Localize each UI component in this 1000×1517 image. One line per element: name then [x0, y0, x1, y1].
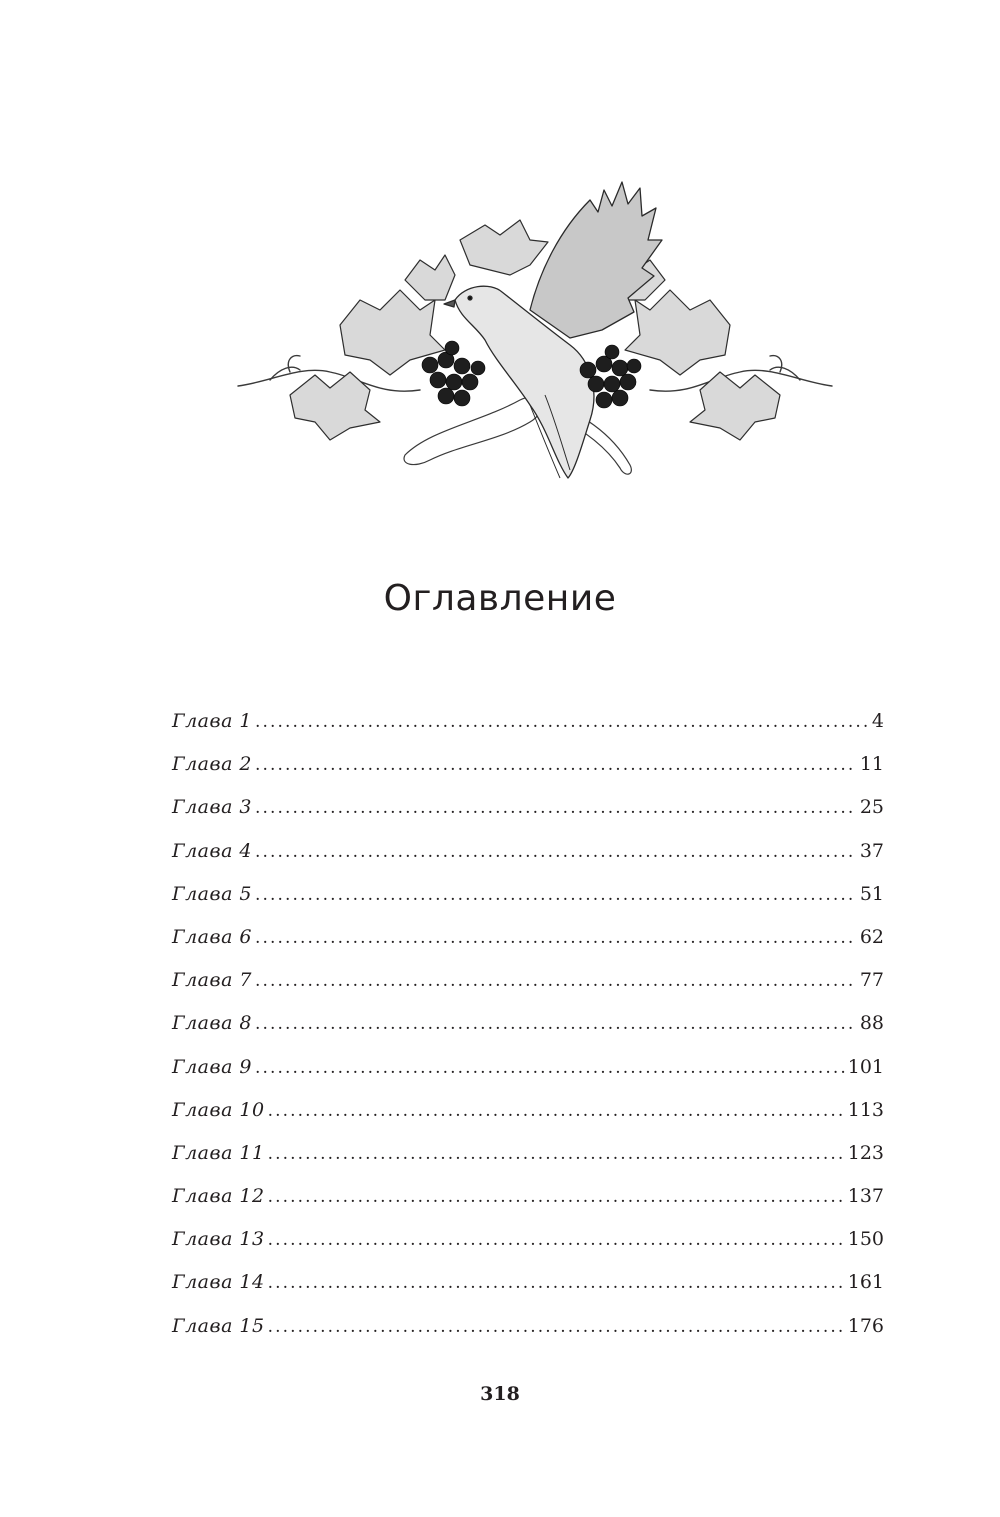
- dove-ornament-icon: [230, 160, 840, 490]
- toc-entry-page: 51: [859, 882, 884, 905]
- dot-leader: [255, 787, 857, 830]
- toc-entry-label: Глава 15: [172, 1314, 265, 1337]
- toc-entry[interactable]: [172, 1046, 884, 1089]
- toc-entry-label: Глава 5: [172, 882, 253, 905]
- toc-entry[interactable]: [172, 786, 884, 829]
- toc-entry-label: Глава 14: [172, 1271, 265, 1294]
- dot-leader: [268, 1262, 845, 1305]
- toc-entry-label: Глава 13: [172, 1228, 265, 1251]
- toc-entry-page: 62: [859, 925, 884, 948]
- toc-entry[interactable]: [172, 916, 884, 959]
- dot-leader: [268, 1133, 845, 1176]
- page-number: 318: [480, 1383, 520, 1405]
- dot-leader: [268, 1090, 845, 1133]
- toc-entry[interactable]: [172, 873, 884, 916]
- dot-leader: [255, 1003, 857, 1046]
- toc-entry-page: 4: [871, 710, 884, 732]
- toc-entry[interactable]: [172, 1175, 884, 1218]
- toc-entry-label: Глава 3: [172, 796, 253, 819]
- dot-leader: [268, 1219, 845, 1262]
- toc-entry[interactable]: [172, 1218, 884, 1261]
- dot-leader: [268, 1176, 845, 1219]
- table-of-contents: [172, 700, 884, 1348]
- toc-entry-page: 176: [847, 1314, 884, 1337]
- toc-entry[interactable]: [172, 700, 884, 743]
- toc-entry-label: Глава 9: [172, 1055, 253, 1078]
- dot-leader: [255, 917, 857, 960]
- dot-leader: [255, 831, 857, 874]
- leaf-left-2: [290, 372, 380, 440]
- page-title: Оглавление: [383, 578, 617, 619]
- leaf-right-1: [625, 290, 730, 375]
- dot-leader: [255, 744, 857, 787]
- toc-entry-label: Глава 2: [172, 753, 253, 776]
- toc-entry-label: Глава 11: [172, 1141, 265, 1164]
- toc-entry[interactable]: [172, 830, 884, 873]
- toc-entry-label: Глава 4: [172, 839, 253, 862]
- dot-leader: [255, 874, 857, 917]
- toc-entry-page: 161: [847, 1271, 884, 1294]
- dot-leader: [255, 960, 857, 1003]
- toc-entry-label: Глава 12: [172, 1185, 265, 1208]
- toc-entry[interactable]: [172, 959, 884, 1002]
- ribbon: [404, 397, 541, 464]
- leaf-left-3: [460, 220, 548, 275]
- toc-entry[interactable]: [172, 1261, 884, 1304]
- toc-entry[interactable]: [172, 1305, 884, 1348]
- toc-entry-label: Глава 1: [172, 710, 253, 732]
- dot-leader: [268, 1306, 845, 1349]
- toc-entry[interactable]: [172, 1132, 884, 1175]
- toc-entry-label: Глава 6: [172, 925, 253, 948]
- leaf-right-2: [690, 372, 780, 440]
- toc-entry-page: 137: [847, 1185, 884, 1208]
- dot-leader: [255, 1047, 845, 1090]
- toc-entry-page: 88: [859, 1012, 884, 1035]
- toc-entry[interactable]: [172, 743, 884, 786]
- toc-entry-page: 123: [847, 1141, 884, 1164]
- dot-leader: [255, 701, 869, 744]
- toc-entry-page: 77: [859, 969, 884, 992]
- toc-entry-page: 37: [859, 839, 884, 862]
- toc-entry-page: 150: [847, 1228, 884, 1251]
- toc-entry-label: Глава 7: [172, 969, 253, 992]
- toc-entry-page: 11: [859, 753, 884, 776]
- toc-entry-label: Глава 10: [172, 1098, 265, 1121]
- toc-entry-page: 101: [847, 1055, 884, 1078]
- toc-entry-page: 113: [847, 1098, 884, 1121]
- toc-entry[interactable]: [172, 1089, 884, 1132]
- toc-entry[interactable]: [172, 1002, 884, 1045]
- leaf-left-4: [405, 255, 455, 300]
- toc-entry-page: 25: [859, 796, 884, 819]
- toc-entry-label: Глава 8: [172, 1012, 253, 1035]
